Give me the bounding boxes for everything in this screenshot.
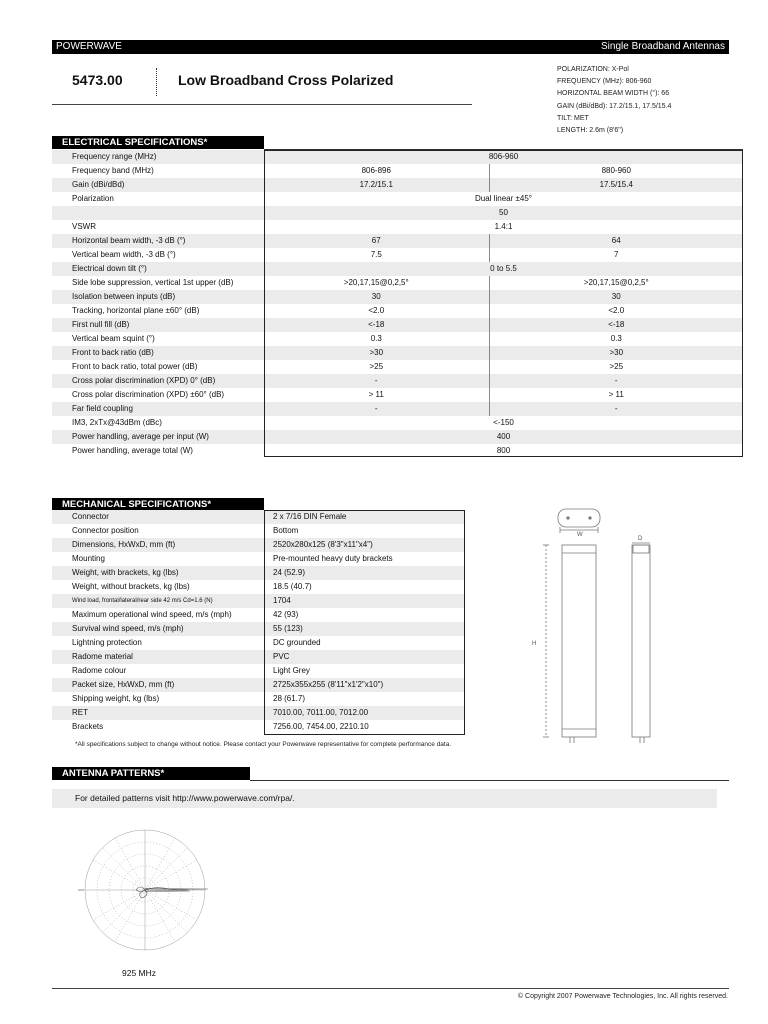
electrical-row <box>52 192 743 206</box>
spec-label: Electrical down tilt (°) <box>52 262 264 276</box>
spec-footnote: *All specifications subject to change without notice. Please contact your Powerwave representative for complete performance data. <box>75 741 452 748</box>
electrical-row <box>52 374 743 388</box>
spec-value: 42 (93) <box>264 608 465 622</box>
spec-label: Connector position <box>52 524 264 538</box>
mechanical-row <box>52 566 465 580</box>
top-view-outline <box>558 509 600 527</box>
electrical-row <box>52 150 743 164</box>
spec-value: 400 <box>264 430 743 444</box>
spec-value: <-150 <box>264 416 743 430</box>
spec-label: Front to back ratio (dB) <box>52 346 264 360</box>
summary-frequency: FREQUENCY (MHz): 806-960 <box>557 78 652 86</box>
mechanical-row <box>52 664 465 678</box>
front-view-outline <box>562 545 596 737</box>
electrical-row <box>52 388 743 402</box>
spec-value-band-1: - <box>264 374 489 388</box>
patterns-heading: ANTENNA PATTERNS* <box>52 767 250 780</box>
mechanical-spec-table <box>52 510 465 734</box>
spec-value-band-1: > 11 <box>264 388 489 402</box>
spec-label: Cross polar discrimination (XPD) 0° (dB) <box>52 374 264 388</box>
spec-value-band-2: >20,17,15@0,2,5° <box>489 276 743 290</box>
spec-label: Gain (dBi/dBd) <box>52 178 264 192</box>
electrical-row <box>52 276 743 290</box>
spec-label: Horizontal beam width, -3 dB (°) <box>52 234 264 248</box>
pattern-frequency-label: 925 MHz <box>122 968 157 978</box>
electrical-row <box>52 332 743 346</box>
spec-value: PVC <box>264 650 465 664</box>
electrical-row <box>52 220 743 234</box>
spec-value: Bottom <box>264 524 465 538</box>
spec-value: 0 to 5.5 <box>264 262 743 276</box>
spec-value-band-1: >30 <box>264 346 489 360</box>
mechanical-row <box>52 552 465 566</box>
spec-value-band-1: 7.5 <box>264 248 489 262</box>
spec-label: Weight, with brackets, kg (lbs) <box>52 566 264 580</box>
mechanical-row <box>52 622 465 636</box>
spec-value-band-1: 806-896 <box>264 164 489 178</box>
spec-value: Pre-mounted heavy duty brackets <box>264 552 465 566</box>
electrical-row <box>52 360 743 374</box>
spec-label: Frequency range (MHz) <box>52 150 264 164</box>
spec-value-band-1: 67 <box>264 234 489 248</box>
mechanical-row <box>52 538 465 552</box>
electrical-heading: ELECTRICAL SPECIFICATIONS* <box>52 136 264 149</box>
title-rule <box>52 104 472 105</box>
spec-label: Shipping weight, kg (lbs) <box>52 692 264 706</box>
patterns-note: For detailed patterns visit http://www.powerwave.com/rpa/. <box>52 789 717 808</box>
spec-label: Brackets <box>52 720 264 734</box>
spec-label: Survival wind speed, m/s (mph) <box>52 622 264 636</box>
spec-value-band-1: >25 <box>264 360 489 374</box>
antenna-dimension-drawing <box>532 505 670 745</box>
summary-gain: GAIN (dBi/dBd): 17.2/15.1, 17.5/15.4 <box>557 102 672 110</box>
summary-tilt: TILT: MET <box>557 114 589 122</box>
electrical-row <box>52 262 743 276</box>
footer-rule <box>52 988 729 989</box>
brand-name: POWERWAVE <box>56 41 122 52</box>
electrical-row <box>52 164 743 178</box>
spec-label: Connector <box>52 510 264 524</box>
spec-value-band-2: >25 <box>489 360 743 374</box>
summary-polarization: POLARIZATION: X-Pol <box>557 66 629 73</box>
spec-value: Dual linear ±45° <box>264 192 743 206</box>
mechanical-row <box>52 678 465 692</box>
electrical-row <box>52 402 743 416</box>
spec-value: 55 (123) <box>264 622 465 636</box>
spec-value: 28 (61.7) <box>264 692 465 706</box>
depth-label: D <box>638 536 643 542</box>
spec-value: 18.5 (40.7) <box>264 580 465 594</box>
model-number: 5473.00 <box>72 72 123 88</box>
spec-label: Front to back ratio, total power (dB) <box>52 360 264 374</box>
spec-value-band-2: - <box>489 402 743 416</box>
mechanical-row <box>52 594 465 608</box>
product-title: Low Broadband Cross Polarized <box>178 72 394 88</box>
spec-label: Isolation between inputs (dB) <box>52 290 264 304</box>
mechanical-row <box>52 692 465 706</box>
summary-length: LENGTH: 2.6m (8'6") <box>557 127 624 135</box>
electrical-row <box>52 318 743 332</box>
spec-label: Lightning protection <box>52 636 264 650</box>
header-bar <box>52 40 729 54</box>
mechanical-row <box>52 524 465 538</box>
spec-value-band-2: 64 <box>489 234 743 248</box>
spec-label: Side lobe suppression, vertical 1st upper (dB) <box>52 276 264 290</box>
height-label: H <box>532 641 537 647</box>
spec-label: Weight, without brackets, kg (lbs) <box>52 580 264 594</box>
mechanical-row <box>52 650 465 664</box>
electrical-row <box>52 290 743 304</box>
spec-label: Frequency band (MHz) <box>52 164 264 178</box>
spec-label: RET <box>52 706 264 720</box>
spec-label: IM3, 2xTx@43dBm (dBc) <box>52 416 264 430</box>
spec-value: 24 (52.9) <box>264 566 465 580</box>
mechanical-row <box>52 608 465 622</box>
spec-label: Packet size, HxWxD, mm (ft) <box>52 678 264 692</box>
spec-value: Light Grey <box>264 664 465 678</box>
spec-label: Mounting <box>52 552 264 566</box>
spec-value: 1704 <box>264 594 465 608</box>
electrical-row <box>52 430 743 444</box>
patterns-heading-rule <box>250 780 729 781</box>
mechanical-row <box>52 636 465 650</box>
spec-value-band-2: 7 <box>489 248 743 262</box>
mechanical-row <box>52 510 465 524</box>
spec-label: Vertical beam squint (°) <box>52 332 264 346</box>
spec-value-band-2: 0.3 <box>489 332 743 346</box>
spec-value: 7010.00, 7011.00, 7012.00 <box>264 706 465 720</box>
mechanical-heading: MECHANICAL SPECIFICATIONS* <box>52 498 264 511</box>
spec-label: VSWR <box>52 220 264 234</box>
electrical-row <box>52 416 743 430</box>
spec-label: Wind load, frontal/lateral/rear side 42 m/s Cd=1.6 (N) <box>52 594 264 608</box>
spec-label: Far field coupling <box>52 402 264 416</box>
mechanical-row <box>52 720 465 734</box>
product-category: Single Broadband Antennas <box>601 41 725 52</box>
electrical-row <box>52 178 743 192</box>
spec-value-band-1: 17.2/15.1 <box>264 178 489 192</box>
spec-label: Dimensions, HxWxD, mm (ft) <box>52 538 264 552</box>
spec-value: DC grounded <box>264 636 465 650</box>
spec-value-band-1: 0.3 <box>264 332 489 346</box>
spec-value-band-2: - <box>489 374 743 388</box>
electrical-row <box>52 206 743 220</box>
radiation-pattern-plot <box>70 820 220 965</box>
spec-label: Power handling, average total (W) <box>52 444 264 458</box>
spec-label: First null fill (dB) <box>52 318 264 332</box>
summary-block <box>557 64 671 137</box>
spec-label: Vertical beam width, -3 dB (°) <box>52 248 264 262</box>
electrical-row <box>52 248 743 262</box>
electrical-spec-table <box>52 150 743 458</box>
copyright-notice: © Copyright 2007 Powerwave Technologies, Inc. All rights reserved. <box>517 993 728 1000</box>
spec-value-band-2: <-18 <box>489 318 743 332</box>
spec-label: Tracking, horizontal plane ±60° (dB) <box>52 304 264 318</box>
mechanical-row <box>52 706 465 720</box>
spec-value-band-1: 30 <box>264 290 489 304</box>
spec-value: 2520x280x125 (8'3"x11"x4") <box>264 538 465 552</box>
spec-value-band-2: > 11 <box>489 388 743 402</box>
width-label: W <box>577 532 583 538</box>
spec-label: Cross polar discrimination (XPD) ±60° (dB) <box>52 388 264 402</box>
spec-value: 2725x355x255 (8'11"x1'2"x10") <box>264 678 465 692</box>
spec-label: Radome colour <box>52 664 264 678</box>
mechanical-row <box>52 580 465 594</box>
spec-value-band-2: <2.0 <box>489 304 743 318</box>
spec-label: Radome material <box>52 650 264 664</box>
spec-value: 7256.00, 7454.00, 2210.10 <box>264 720 465 734</box>
spec-label: Power handling, average per input (W) <box>52 430 264 444</box>
spec-value: 806-960 <box>264 150 743 164</box>
electrical-row <box>52 444 743 458</box>
spec-value-band-2: 30 <box>489 290 743 304</box>
summary-beam-width: HORIZONTAL BEAM WIDTH (°): 66 <box>557 90 670 98</box>
electrical-row <box>52 346 743 360</box>
spec-value: 50 <box>264 206 743 220</box>
spec-value-band-1: <-18 <box>264 318 489 332</box>
electrical-row <box>52 304 743 318</box>
spec-value-band-1: - <box>264 402 489 416</box>
spec-value-band-1: >20,17,15@0,2,5° <box>264 276 489 290</box>
spec-value: 1.4:1 <box>264 220 743 234</box>
spec-label <box>52 206 264 220</box>
spec-value-band-2: 880-960 <box>489 164 743 178</box>
electrical-row <box>52 234 743 248</box>
spec-value-band-2: 17.5/15.4 <box>489 178 743 192</box>
title-divider <box>156 68 157 96</box>
spec-value: 2 x 7/16 DIN Female <box>264 510 465 524</box>
spec-label: Maximum operational wind speed, m/s (mph) <box>52 608 264 622</box>
spec-value: 800 <box>264 444 743 458</box>
spec-label: Polarization <box>52 192 264 206</box>
spec-value-band-1: <2.0 <box>264 304 489 318</box>
spec-value-band-2: >30 <box>489 346 743 360</box>
side-view-outline <box>632 545 650 737</box>
